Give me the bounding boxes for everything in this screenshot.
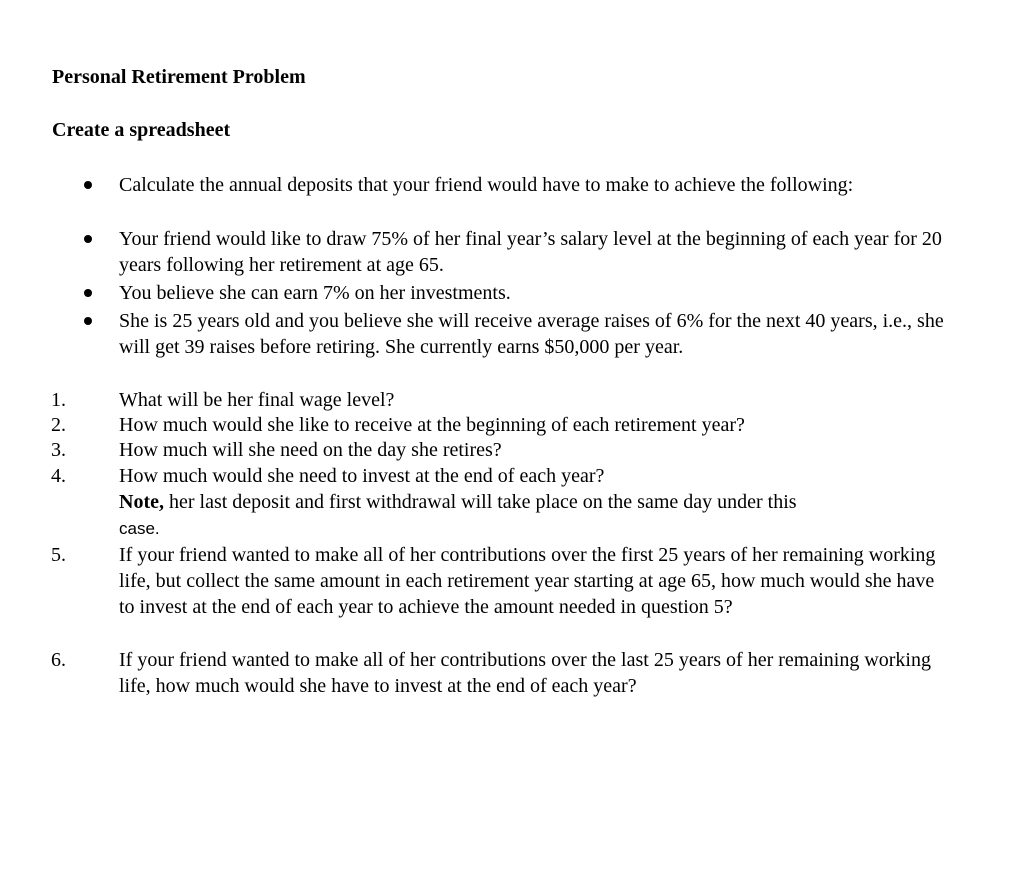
bullet-text: She is 25 years old and you believe she will receive average raises of 6% for the next 40 years, i.e., she will get 39 raises before retiring. She currently earns $50,000 per year. <box>119 310 944 358</box>
note-body: her last deposit and first withdrawal will take place on the same day under this <box>163 491 797 513</box>
question-text: How much will she need on the day she retires? <box>119 439 502 461</box>
bullet-text: Calculate the annual deposits that your friend would have to make to achieve the following: <box>119 174 854 196</box>
bullet-dot-icon <box>84 289 92 297</box>
question-text: What will be her final wage level? <box>119 389 395 411</box>
question-number: 6. <box>51 649 66 671</box>
question-number: 4. <box>51 465 66 487</box>
bullet-dot-icon <box>84 181 92 189</box>
note-text <box>119 489 949 542</box>
question-number: 5. <box>51 544 66 566</box>
question-text: How much would she need to invest at the end of each year? <box>119 465 605 487</box>
question-text: If your friend wanted to make all of her contributions over the last 25 years of her remaining working life, how much would she have to invest at the end of each year? <box>119 649 931 697</box>
note-tail: case. <box>119 519 160 538</box>
bullet-dot-icon <box>84 317 92 325</box>
question-text: If your friend wanted to make all of her contributions over the first 25 years of her remaining working life, but collect the same amount in each retirement year starting at age 65, how much would she have to invest at the end of each year to achieve the amount needed in question 5? <box>119 544 936 618</box>
bullet-dot-icon <box>84 235 92 243</box>
question-number: 3. <box>51 439 66 461</box>
bullet-text: You believe she can earn 7% on her investments. <box>119 282 511 304</box>
question-number: 1. <box>51 389 66 411</box>
bullet-text: Your friend would like to draw 75% of her final year’s salary level at the beginning of each year for 20 years following her retirement at age 65. <box>119 228 942 276</box>
section-heading: Create a spreadsheet <box>52 119 231 141</box>
question-number: 2. <box>51 414 66 436</box>
page-title: Personal Retirement Problem <box>52 66 306 88</box>
note-label: Note, <box>119 491 164 513</box>
question-text: How much would she like to receive at the beginning of each retirement year? <box>119 414 745 436</box>
